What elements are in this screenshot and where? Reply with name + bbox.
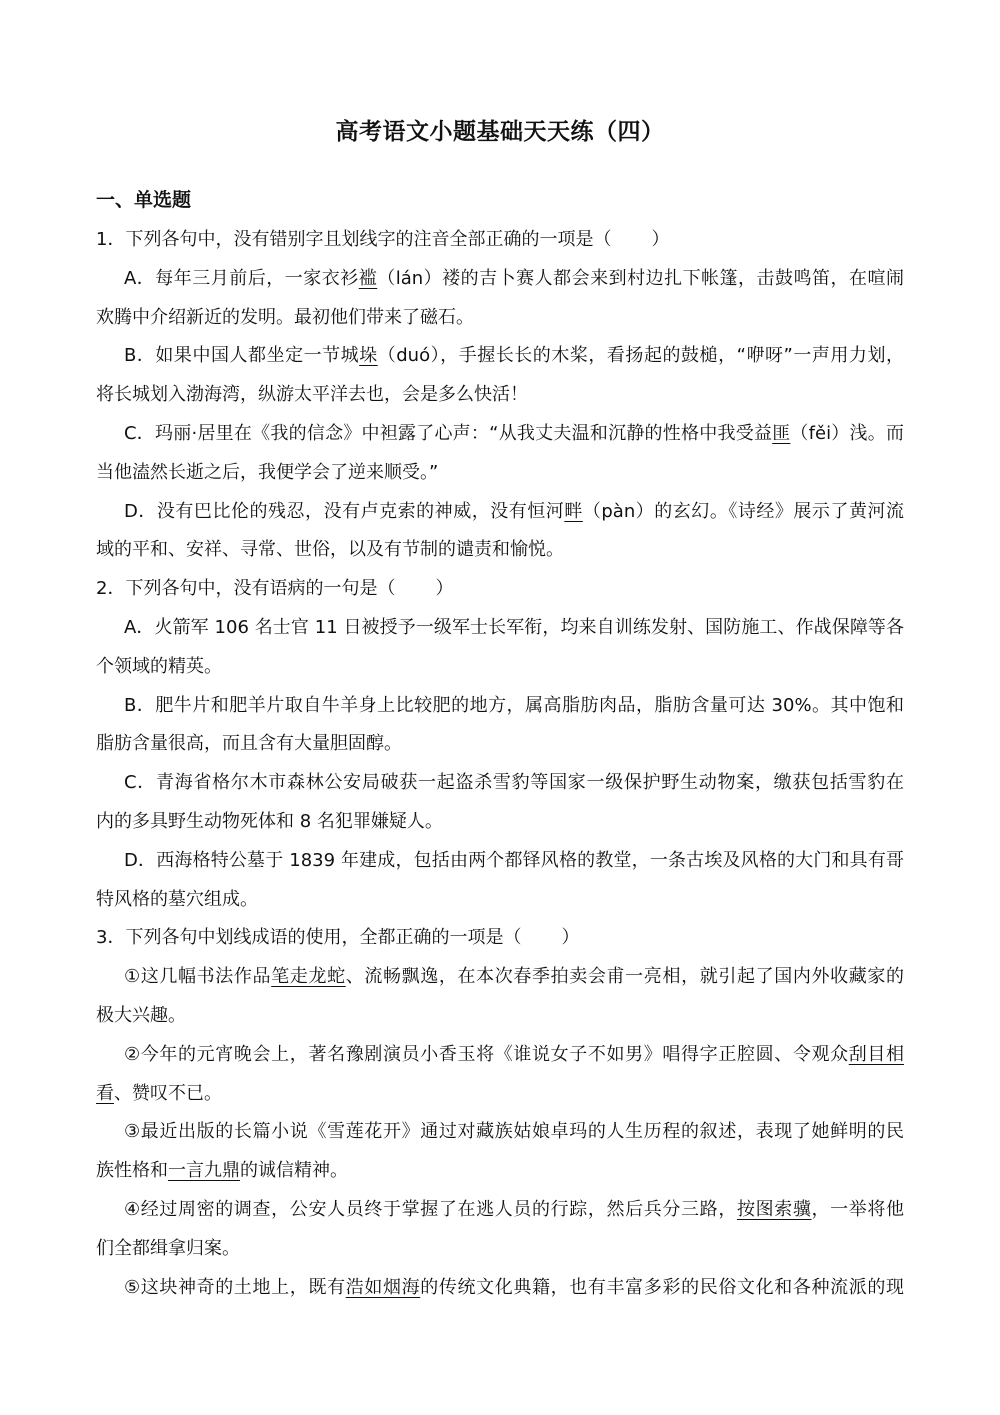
question-2-option-d-line-1: D．西海格特公墓于 1839 年建成，包括由两个都铎风格的教堂，一条古埃及风格的大门和具有哥 [124, 849, 904, 871]
underlined-char: 褴 [358, 267, 378, 289]
option-text: B．如果中国人都坐定一节城 [124, 345, 360, 367]
sentence-text: ，一举将他 [811, 1198, 904, 1220]
question-2-option-a-line-1: A．火箭军 106 名士官 11 日被授予一级军士长军衔，均来自训练发射、国防施工、作战保障等各 [124, 616, 904, 638]
question-2-option-c-line-2: 内的多具野生动物死体和 8 名犯罪嫌疑人。 [96, 810, 443, 832]
question-2-option-c-line-1: C．青海省格尔木市森林公安局破获一起盗杀雪豹等国家一级保护野生动物案，缴获包括雪豹在 [124, 772, 904, 794]
question-3-sentence-2-line-1 [96, 1036, 904, 1075]
question-1-option-d-line-1 [96, 493, 904, 532]
question-3-sentence-1-line-1 [96, 958, 904, 997]
option-text: A．每年三月前后，一家衣衫 [124, 267, 359, 289]
underlined-idiom: 刮目相 [848, 1043, 904, 1065]
option-text: （duó），手握长长的木桨，看扬起的鼓槌，“咿呀”一声用力划， [377, 345, 904, 367]
sentence-text: ④经过周密的调查，公安人员终于掌握了在逃人员的行踪，然后兵分三路， [124, 1198, 737, 1220]
question-3-sentence-4-line-2: 们全都缉拿归案。 [96, 1237, 240, 1259]
question-3-sentence-3-line-1: ③最近出版的长篇小说《雪莲花开》通过对藏族姑娘卓玛的人生历程的叙述，表现了她鲜明的民 [124, 1121, 904, 1143]
question-3-stem [96, 919, 904, 958]
underlined-char: 匪 [772, 422, 791, 444]
sentence-text: 、流畅飘逸，在本次春季拍卖会甫一亮相，就引起了国内外收藏家的 [345, 966, 904, 988]
underlined-idiom: 看 [96, 1082, 114, 1104]
question-2-option-d-line-2: 特风格的墓穴组成。 [96, 888, 258, 910]
question-3-sentence-4-line-1 [96, 1191, 904, 1230]
question-1-stem [96, 221, 904, 260]
underlined-idiom: 笔走龙蛇 [271, 966, 346, 988]
underlined-idiom: 浩如烟海 [345, 1276, 421, 1298]
sentence-text: 族性格和 [96, 1160, 168, 1182]
underlined-char: 畔 [564, 500, 583, 522]
sentence-text: 、赞叹不已。 [114, 1082, 222, 1104]
sentence-text: ②今年的元宵晚会上，著名豫剧演员小香玉将《谁说女子不如男》唱得字正腔圆、令观众 [124, 1043, 849, 1065]
sentence-text: 的传统文化典籍，也有丰富多彩的民俗文化和各种流派的现 [420, 1276, 904, 1298]
question-1-option-a-line-1 [96, 260, 904, 299]
question-3-stem-close: ） [561, 927, 580, 949]
document-title: 高考语文小题基础天天练（四） [335, 119, 665, 145]
question-3-sentence-2-line-2 [96, 1075, 904, 1114]
question-3-sentence-1-line-2: 极大兴趣。 [96, 1004, 186, 1026]
underlined-idiom: 一言九鼎 [168, 1160, 240, 1182]
option-text: （fěi）浅。而 [790, 422, 904, 444]
question-2-option-b-line-2: 脂肪含量很高，而且含有大量胆固醇。 [96, 733, 402, 755]
question-1-stem-close: ） [651, 229, 670, 250]
underlined-char: 垛 [359, 345, 378, 367]
option-text: （lán）褛的吉卜赛人都会来到村边扎下帐篷，击鼓鸣笛，在喧闹 [377, 267, 904, 289]
question-3-sentence-5-line-1 [96, 1269, 904, 1308]
question-3-stem-text: 3．下列各句中划线成语的使用，全都正确的一项是（ [96, 927, 522, 949]
option-text: C．玛丽·居里在《我的信念》中袒露了心声：“从我丈夫温和沉静的性格中我受益 [124, 422, 773, 444]
question-1-stem-text: 1．下列各句中，没有错别字且划线字的注音全部正确的一项是（ [96, 229, 612, 250]
sentence-text: ①这几幅书法作品 [124, 966, 272, 988]
question-1-option-a-line-2: 欢腾中介绍新近的发明。最初他们带来了磁石。 [96, 306, 474, 328]
question-2-stem-text: 2．下列各句中，没有语病的一句是（ [96, 578, 396, 600]
question-1-option-c-line-1 [96, 415, 904, 454]
question-list [96, 221, 904, 1307]
question-1-option-b-line-1 [96, 337, 904, 376]
question-2-stem-close: ） [435, 578, 454, 600]
question-1-option-b-line-2: 将长城划入渤海湾，纵游太平洋去也，会是多么快活！ [96, 384, 528, 406]
question-3-sentence-3-line-2 [96, 1152, 904, 1191]
question-2-stem [96, 570, 904, 609]
underlined-idiom: 按图索骥 [736, 1198, 812, 1220]
question-1-option-d-line-2: 域的平和、安祥、寻常、世俗，以及有节制的谴责和愉悦。 [96, 539, 564, 561]
question-2-option-a-line-2: 个领域的精英。 [96, 655, 222, 677]
option-text: （pàn）的玄幻。《诗经》展示了黄河流 [582, 500, 904, 522]
sentence-text: ⑤这块神奇的土地上，既有 [124, 1276, 346, 1298]
question-2-option-b-line-1: B．肥牛片和肥羊片取自牛羊身上比较肥的地方，属高脂肪肉品，脂肪含量可达 30%。其中饱和 [124, 694, 904, 716]
question-1-option-c-line-2: 当他溘然长逝之后，我便学会了逆来顺受。” [96, 461, 439, 483]
option-text: D．没有巴比伦的残忍，没有卢克索的神威，没有恒河 [124, 500, 565, 522]
sentence-text: 的诚信精神。 [240, 1160, 348, 1182]
section-heading: 一、单选题 [96, 189, 192, 211]
